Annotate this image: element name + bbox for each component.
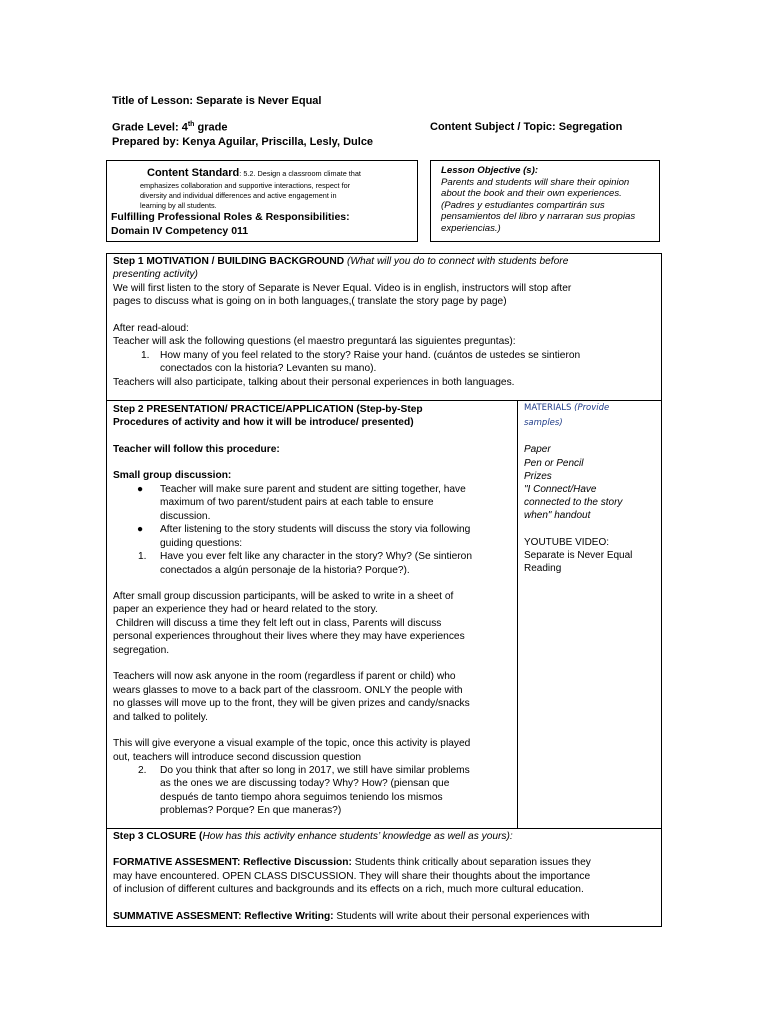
materials-section: MATERIALS (Provide samples) Paper Pen or Pencil Prizes "I Connect/Have connected to the story when" handout YOUTUBE VIDEO: Separate is Never Equal Reading xyxy=(524,403,658,575)
standard-first-line: Content Standard: 5.2. Design a classroom climate that xyxy=(147,167,361,179)
lesson-title: Title of Lesson: Separate is Never Equal xyxy=(112,95,322,107)
step2-question-1: 1. Have you ever felt like any character in the story? Why? (Se sintieron conectados a algún personaje de la historia? Porque?). xyxy=(138,551,472,576)
step3-section: Step 3 CLOSURE (How has this activity enhance students’ knowledge as well as yours): FORMATIVE ASSESMENT: Reflective Discussion: Students think critically about separation issues they may have encountered. OPEN CLASS DISCUSSION. They will share their thoughts about the importance of inclusion of different cultures and backgrounds and its effects on a rich, much more cultural education. SUMMATIVE ASSESMENT: Reflective Writing: Students will write about their personal experiences with xyxy=(113,831,591,922)
step2-question-2: 2. Do you think that after so long in 2017, we still have similar problems as the ones we are discussing today? Why? How? (piensan que después de tanto tiempo ahora seguimos teniendo los mismos problemas? Porque? En que maneras?) xyxy=(138,764,470,817)
step2-bullet-1: ● Teacher will make sure parent and student are sitting together, have maximum of two parent/student pairs at each table to ensure discussion. xyxy=(137,483,466,522)
step2-bullet-2: ● After listening to the story students will discuss the story via following guiding questions: xyxy=(137,524,471,549)
lesson-steps-table xyxy=(106,253,662,927)
grade-level: Grade Level: 4th grade xyxy=(112,121,228,134)
professional-roles: Fulfilling Professional Roles & Responsibilities: xyxy=(111,211,350,223)
materials-list: Paper Pen or Pencil Prizes "I Connect/Have connected to the story when" handout xyxy=(524,444,623,522)
step2-section: Step 2 PRESENTATION/ PRACTICE/APPLICATION (Step-by-Step Procedures of activity and how it will be introduce/ presented) Teacher will follow this procedure: Small group discussion: ● Teacher will make sure parent and student are sitting together, have maximum of two parent/student pairs at each table to ensure discussion. ● After listening to the story students will discuss the story via following guiding questions: 1. Have you ever felt like any character in the story? Why? (Se sintieron conectados a algún personaje de la historia? Porque?). After small group discussion participants, will be asked to write in a sheet of paper an experience they had or heard related to the story. Children will discuss a time they felt left out in class, Parents will discuss personal experiences throughout their lives where they may have experiences segregation. Teachers will now ask anyone in the room (regardless if parent or child) who wears glasses to move to a back part of the classroom. ONLY the people with no glasses will move up to the front, they will be given prizes and candy/snacks and talked to politely. This will give everyone a visual example of the topic, once this activity is played out, teachers will introduce second discussion question 2. Do you think that after so long in 2017, we still have similar problems as the ones we are discussing today? Why? How? (piensan que después de tanto tiempo ahora seguimos teniendo los mismos problemas? Porque? En que maneras?) xyxy=(113,403,513,818)
divider xyxy=(107,828,661,829)
divider xyxy=(107,400,661,401)
content-subject: Content Subject / Topic: Segregation xyxy=(430,121,623,133)
standard-text: emphasizes collaboration and supportive interactions, respect for diversity and individual differences and active engagement in learning by all students. xyxy=(140,181,351,210)
prepared-by: Prepared by: Kenya Aguilar, Priscilla, Lesly, Dulce xyxy=(112,136,374,148)
domain-competency: Domain IV Competency 011 xyxy=(111,225,249,237)
lesson-objective-box xyxy=(430,160,660,242)
step1-question-1: 1. How many of you feel related to the story? Raise your hand. (cuántos de ustedes se sintieron conectados con la historia? Levanten su mano). xyxy=(141,349,581,375)
content-standard-box xyxy=(106,160,418,242)
objective-text: Lesson Objective (s): Parents and students will share their opinion about the book and their own experiences. (Padres y estudiantes compartirán sus pensamientos del libro y narraran sus propias experiencias.) xyxy=(441,165,636,234)
step1-section: Step 1 MOTIVATION / BUILDING BACKGROUND (What will you do to connect with students before presenting activity) We will first listen to the story of Separate is Never Equal. Video is in english, instructors will stop after pages to discuss what is going on in both languages,( translate the story page by page) After read-aloud: Teacher will ask the following questions (el maestro preguntará las siguientes preguntas): 1. How many of you feel related to the story? Raise your hand. (cuántos de ustedes se sintieron conectados con la historia? Levanten su mano). Teachers will also participate, talking about their personal experiences in both languages. xyxy=(113,255,658,389)
column-divider xyxy=(517,400,518,828)
